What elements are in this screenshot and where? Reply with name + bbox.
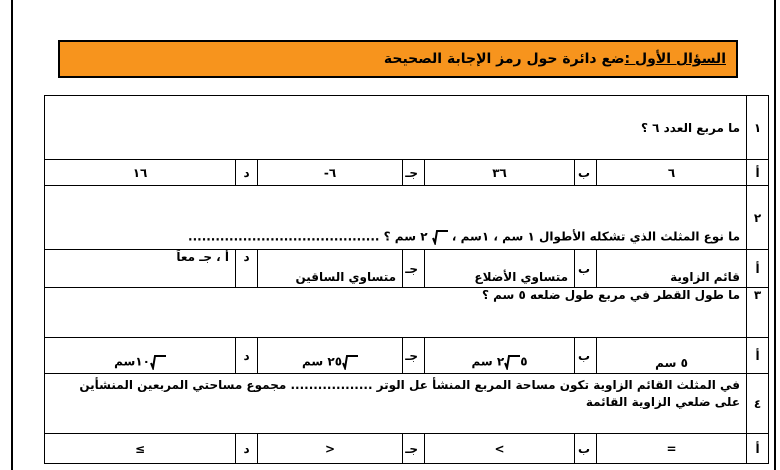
option-letter[interactable]: أ (747, 160, 769, 186)
radical-value: ٢٥ (327, 354, 343, 369)
unit: سم (471, 354, 497, 369)
question-text: في المثلث القائم الزاوية تكون مساحة المربع المنشأ عل الوتر .................. مجموع مساحتي المربعين المنشأين على ضلعي الزاوية القائمة (45, 374, 747, 434)
option-letter[interactable]: جـ (403, 250, 425, 288)
question-number: ٤ (747, 374, 769, 434)
page-border-right (774, 0, 776, 470)
question-row-3 (45, 288, 769, 338)
option-value[interactable]: ٦- (258, 160, 403, 186)
section-title: السؤال الأول : (624, 51, 726, 67)
unit: سم (114, 354, 136, 369)
option-value[interactable]: < (258, 434, 403, 464)
options-row-2 (45, 250, 769, 288)
questions-table (44, 95, 769, 464)
question-number: ٢ (747, 186, 769, 250)
question-text-part: ما نوع المثلث الذي تشكله الأطوال ١ سم ، ١سم ، (447, 229, 741, 244)
option-value[interactable]: أ ، جـ معاً (45, 250, 236, 288)
option-letter[interactable]: د (236, 250, 258, 288)
option-value[interactable]: متساوي الساقين (258, 250, 403, 288)
option-letter[interactable]: ب (575, 434, 597, 464)
question-row-2 (45, 186, 769, 250)
option-letter[interactable]: أ (747, 250, 769, 288)
option-value[interactable]: ١٦ (45, 160, 236, 186)
option-letter[interactable]: أ (747, 338, 769, 374)
option-value[interactable]: ٥ سم (597, 338, 747, 374)
question-text: ما مربع العدد ٦ ؟ (45, 96, 747, 160)
option-letter[interactable]: جـ (403, 160, 425, 186)
question-row-4 (45, 374, 769, 434)
option-value[interactable]: = (597, 434, 747, 464)
question-text-part: سم ؟ .......................................... (188, 229, 417, 244)
question-number: ١ (747, 96, 769, 160)
option-letter[interactable]: أ (747, 434, 769, 464)
radical-value: ١٠ (135, 354, 150, 369)
option-value[interactable] (45, 338, 236, 374)
option-letter[interactable]: د (236, 160, 258, 186)
option-value[interactable]: ٣٦ (425, 160, 575, 186)
option-value[interactable]: قائم الزاوية (597, 250, 747, 288)
option-value[interactable]: ≥ (45, 434, 236, 464)
option-value[interactable] (258, 338, 403, 374)
options-row-1 (45, 160, 769, 186)
option-letter[interactable]: د (236, 434, 258, 464)
square-root-icon (504, 354, 520, 370)
square-root-icon (342, 354, 358, 370)
option-letter[interactable]: د (236, 338, 258, 374)
question-text: ما طول القطر في مربع طول ضلعه ٥ سم ؟ (45, 288, 747, 338)
coefficient: ٥ (520, 354, 528, 369)
option-value[interactable]: ٦ (597, 160, 747, 186)
question-text (45, 186, 747, 250)
radical-value: ٢ (496, 354, 505, 369)
option-value[interactable]: متساوي الأضلاع (425, 250, 575, 288)
option-letter[interactable]: ب (575, 250, 597, 288)
question-number: ٣ (747, 288, 769, 338)
option-letter[interactable]: ب (575, 160, 597, 186)
page-border-left (11, 0, 13, 470)
square-root-icon (432, 229, 448, 245)
option-value[interactable]: > (425, 434, 575, 464)
option-value[interactable] (425, 338, 575, 374)
section-instruction: ضع دائرة حول رمز الإجابة الصحيحة (383, 51, 625, 67)
options-row-4 (45, 434, 769, 464)
option-letter[interactable]: جـ (403, 338, 425, 374)
question-row-1 (45, 96, 769, 160)
radical-value: ٢ (420, 229, 428, 244)
option-letter[interactable]: ب (575, 338, 597, 374)
unit: سم (302, 354, 328, 369)
options-row-3 (45, 338, 769, 374)
option-letter[interactable]: جـ (403, 434, 425, 464)
square-root-icon (150, 354, 166, 370)
section-header (58, 40, 738, 78)
